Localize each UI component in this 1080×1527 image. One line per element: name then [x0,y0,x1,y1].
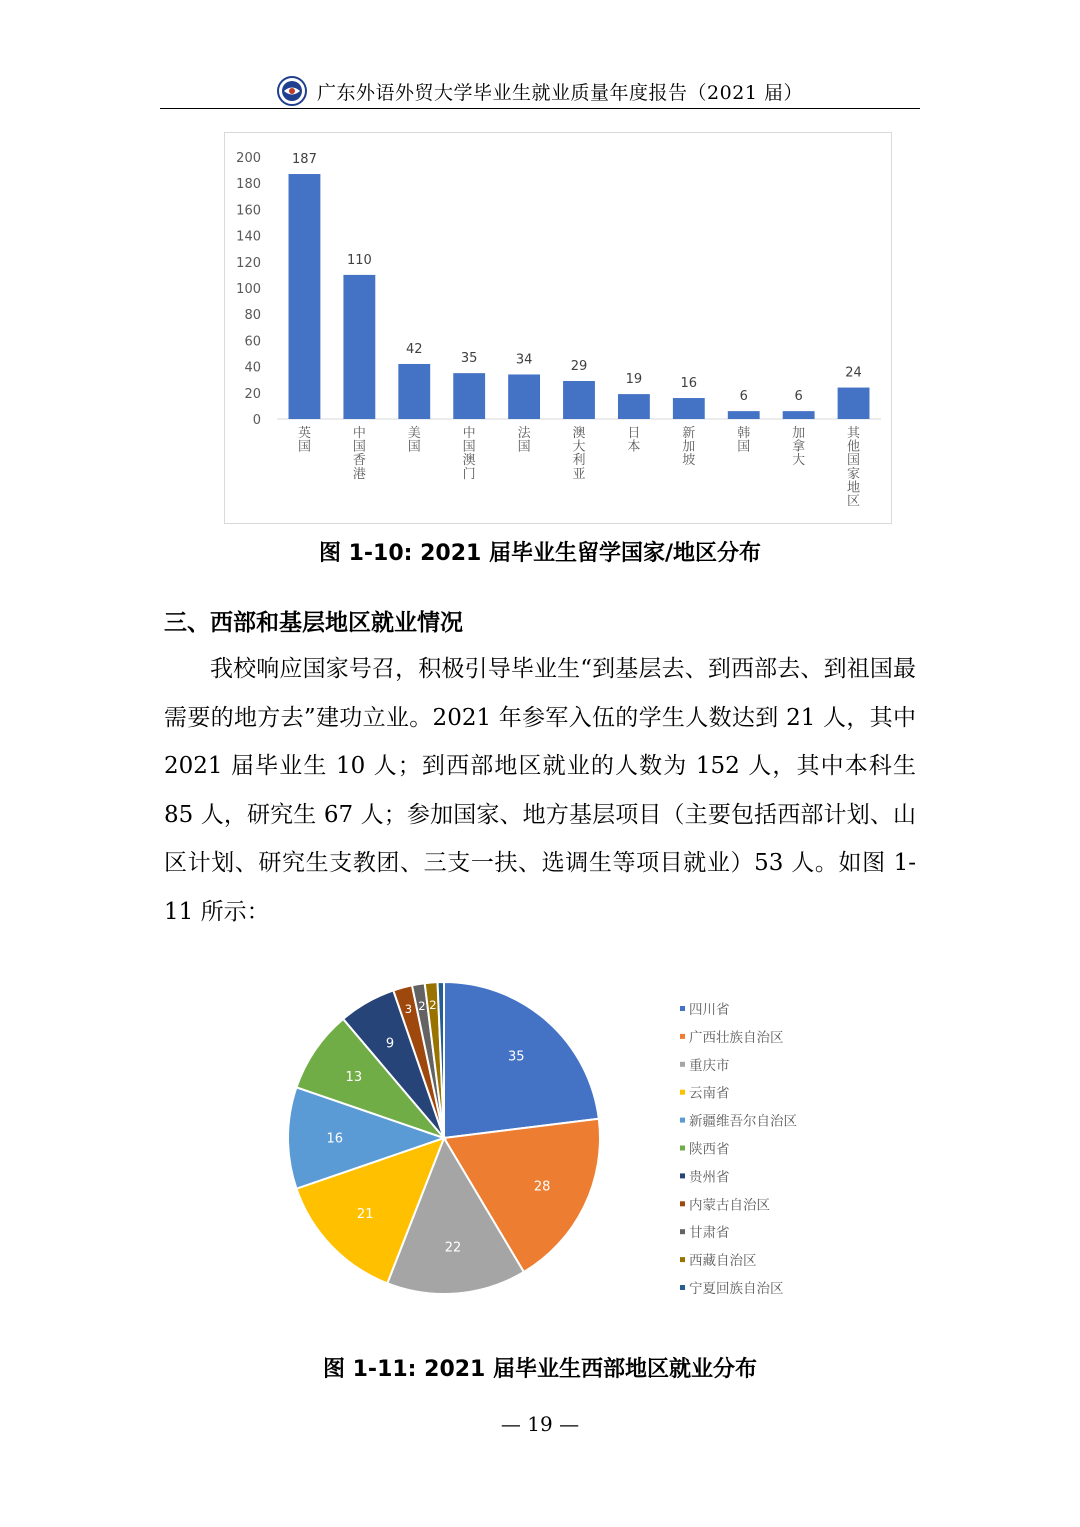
legend-swatch [680,1201,685,1206]
pie-chart-western-employment [260,960,860,1320]
pie-chart-canvas [260,960,860,1320]
page-header [160,74,920,109]
bar-chart-study-abroad [224,132,892,524]
x-tick-label: 美国 [407,426,421,455]
bar [838,388,870,419]
y-tick-label: 120 [236,255,261,271]
x-tick-label: 英国 [297,426,311,455]
y-tick-label: 60 [244,334,261,350]
pie-data-label: 2 [418,999,426,1014]
bar-chart-canvas [225,133,893,525]
bar [728,411,760,419]
x-tick-label: 新加坡 [682,426,696,469]
y-tick-label: 140 [236,229,261,245]
y-tick-label: 20 [244,386,261,402]
section-title: 三、西部和基层地区就业情况 [164,610,463,636]
bar-value-label: 16 [680,376,698,392]
pie-data-label: 35 [508,1049,525,1065]
legend-swatch [680,1146,685,1151]
legend-label: 西藏自治区 [689,1253,757,1270]
bar-value-label: 29 [570,359,588,375]
bar-value-label: 35 [460,351,478,367]
pie-data-label: 9 [385,1036,395,1052]
pie-data-label: 21 [356,1207,374,1223]
bar [289,174,321,419]
pie-data-label: 2 [429,997,437,1012]
legend-label: 云南省 [689,1085,730,1102]
bar [673,398,705,419]
bar [563,381,595,419]
legend-swatch [680,1257,685,1262]
y-tick-label: 40 [244,360,261,376]
bar-value-label: 6 [794,389,803,405]
legend-label: 重庆市 [689,1057,730,1074]
pie-data-label: 28 [533,1179,551,1195]
y-tick-label: 200 [236,151,261,166]
figure-1-10-caption: 图 1-10: 2021 届毕业生留学国家/地区分布 [318,541,762,566]
bar-value-label: 24 [845,365,862,381]
legend-label: 贵州省 [689,1169,730,1186]
legend-label: 宁夏回族自治区 [689,1281,784,1297]
legend-swatch [680,1285,685,1290]
bar [783,411,815,419]
legend-label: 内蒙古自治区 [689,1197,770,1214]
bar-value-label: 6 [739,389,748,405]
bar [453,373,485,419]
page-number: — 19 — [500,1412,580,1436]
body-paragraph: 我校响应国家号召，积极引导毕业生“到基层去、到西部去、到祖国最需要的地方去”建功立业。2021 年参军入伍的学生人数达到 21 人，其中 2021 届毕业生 10 人；到西部地区就业的人数为 152 人，其中本科生 85 人，研究生 67 人；参加国家、地方基层项目（主要包括西部计划、山区计划、研究生支教团、三支一扶、选调生等项目就业）53 人。如图 1-11 所示： [164,656,916,925]
legend-label: 新疆维吾尔自治区 [689,1113,797,1130]
legend-swatch [680,1173,685,1178]
bar-value-label: 19 [625,372,643,388]
legend-swatch [680,1034,685,1039]
header-title: 广东外语外贸大学毕业生就业质量年度报告（2021 届） [317,81,803,104]
y-tick-label: 0 [252,413,261,428]
bar-value-label: 187 [292,152,317,168]
legend-swatch [680,1006,685,1011]
bar-value-label: 110 [346,252,372,268]
x-tick-label: 加拿大 [792,426,806,469]
legend-swatch [680,1062,685,1067]
legend-swatch [680,1090,685,1095]
legend-label: 四川省 [689,1002,730,1018]
y-tick-label: 100 [236,282,261,297]
figure-1-11-caption: 图 1-11: 2021 届毕业生西部地区就业分布 [322,1357,758,1382]
x-tick-label: 其他国家地区 [847,426,861,509]
legend-swatch [680,1118,685,1123]
legend-label: 广西壮族自治区 [689,1029,784,1046]
y-tick-label: 180 [236,177,261,193]
bar [343,275,375,419]
bar-value-label: 42 [405,341,423,357]
x-tick-label: 澳大利亚 [572,426,586,482]
bar-value-label: 34 [515,352,533,368]
y-tick-label: 80 [244,308,261,324]
bar [618,394,650,419]
legend-swatch [680,1229,685,1234]
university-logo [277,76,307,106]
legend-label: 甘肃省 [689,1225,730,1242]
pie-data-label: 3 [404,1002,413,1017]
pie-data-label: 16 [326,1131,344,1147]
x-tick-label: 法国 [517,426,531,455]
x-tick-label: 中国香港 [352,426,366,482]
bar [508,374,540,419]
x-tick-label: 中国澳门 [462,426,476,482]
pie-data-label: 22 [444,1240,462,1256]
x-tick-label: 日本 [627,426,641,455]
pie-data-label: 13 [345,1069,363,1085]
y-tick-label: 160 [236,203,261,219]
x-tick-label: 韩国 [737,426,751,455]
bar [398,364,430,419]
legend-label: 陕西省 [689,1141,730,1158]
